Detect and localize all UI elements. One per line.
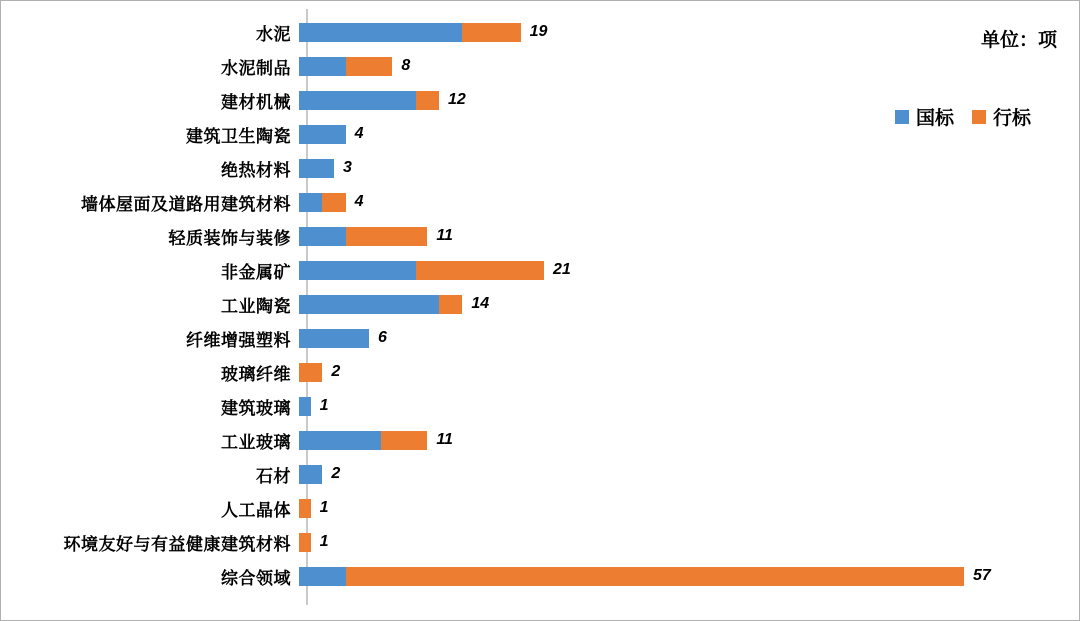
category-label: 人工晶体: [221, 500, 291, 520]
bar-segment-行标[interactable]: [299, 533, 311, 552]
bar-wrapper: [299, 355, 1080, 389]
category-label: 轻质装饰与装修: [168, 228, 291, 248]
bar-wrapper: [299, 423, 1080, 457]
bar-row: [1, 151, 1080, 185]
bar-segment-国标[interactable]: [299, 57, 346, 76]
bar-segment-行标[interactable]: [416, 261, 544, 280]
bar-row: [1, 389, 1080, 423]
bar-segment-行标[interactable]: [346, 227, 428, 246]
bar-segment-行标[interactable]: [322, 193, 345, 212]
bar-segment-国标[interactable]: [299, 431, 381, 450]
bar-row: [1, 355, 1080, 389]
bar-wrapper: [299, 117, 1080, 151]
bar-total-label: 1: [319, 397, 329, 414]
bar-row: [1, 559, 1080, 593]
bar-wrapper: [299, 219, 1080, 253]
bar-segment-国标[interactable]: [299, 465, 322, 484]
category-label: 非金属矿: [221, 262, 291, 282]
bar-segment-行标[interactable]: [439, 295, 462, 314]
bar-segment-国标[interactable]: [299, 91, 416, 110]
category-label: 石材: [256, 466, 291, 486]
bar-total-label: 3: [343, 159, 352, 176]
bar-row: [1, 15, 1080, 49]
bar-row: [1, 525, 1080, 559]
bar-total-label: 14: [471, 295, 490, 312]
bar-total-label: 4: [354, 125, 364, 142]
bar-row: [1, 117, 1080, 151]
bar-wrapper: [299, 15, 1080, 49]
bar-row: [1, 185, 1080, 219]
bar-wrapper: [299, 151, 1080, 185]
bar-row: [1, 287, 1080, 321]
bar-row: [1, 423, 1080, 457]
bar-segment-行标[interactable]: [416, 91, 439, 110]
bar-row: [1, 83, 1080, 117]
bar-wrapper: [299, 491, 1080, 525]
bar-segment-行标[interactable]: [346, 567, 964, 586]
bar-total-label: 2: [331, 465, 341, 482]
bar-wrapper: [299, 287, 1080, 321]
bar-row: [1, 491, 1080, 525]
bar-segment-国标[interactable]: [299, 159, 334, 178]
bar-segment-国标[interactable]: [299, 227, 346, 246]
category-label: 水泥: [256, 24, 291, 44]
category-label: 绝热材料: [221, 160, 291, 180]
bar-wrapper: [299, 83, 1080, 117]
bar-total-label: 19: [529, 23, 548, 40]
category-label: 玻璃纤维: [221, 364, 291, 384]
bar-wrapper: [299, 559, 1080, 593]
bar-segment-行标[interactable]: [462, 23, 520, 42]
bar-segment-国标[interactable]: [299, 23, 462, 42]
bar-total-label: 8: [401, 57, 411, 74]
bar-segment-国标[interactable]: [299, 261, 416, 280]
legend-label: 行标: [992, 108, 1031, 129]
bar-total-label: 1: [319, 499, 329, 516]
bar-wrapper: [299, 457, 1080, 491]
bar-segment-行标[interactable]: [346, 57, 393, 76]
category-label: 纤维增强塑料: [186, 330, 291, 350]
bar-wrapper: [299, 525, 1080, 559]
bar-total-label: 4: [354, 193, 364, 210]
bar-segment-国标[interactable]: [299, 193, 322, 212]
bar-segment-行标[interactable]: [299, 499, 311, 518]
category-label: 墙体屋面及道路用建筑材料: [81, 194, 291, 214]
bar-wrapper: [299, 185, 1080, 219]
bar-total-label: 11: [436, 227, 453, 244]
bar-segment-国标[interactable]: [299, 295, 439, 314]
bar-total-label: 1: [319, 533, 329, 550]
bar-row: [1, 321, 1080, 355]
category-label: 综合领域: [221, 568, 291, 588]
bar-row: [1, 49, 1080, 83]
bar-total-label: 6: [378, 329, 387, 346]
category-label: 水泥制品: [221, 58, 291, 78]
bar-row: [1, 253, 1080, 287]
bar-row: [1, 457, 1080, 491]
category-label: 建筑卫生陶瓷: [186, 126, 291, 146]
legend-label: 国标: [915, 108, 954, 129]
bar-segment-行标[interactable]: [299, 363, 322, 382]
bar-total-label: 2: [331, 363, 341, 380]
category-label: 建材机械: [221, 92, 291, 112]
bar-rows: [1, 15, 1080, 593]
bar-wrapper: [299, 389, 1080, 423]
bar-wrapper: [299, 49, 1080, 83]
bar-segment-国标[interactable]: [299, 125, 346, 144]
bar-row: [1, 219, 1080, 253]
bar-total-label: 21: [552, 261, 571, 278]
category-label: 环境友好与有益健康建筑材料: [63, 534, 291, 554]
bar-total-label: 57: [972, 567, 991, 584]
bar-segment-国标[interactable]: [299, 329, 369, 348]
bar-segment-国标[interactable]: [299, 397, 311, 416]
category-label: 工业陶瓷: [221, 296, 291, 316]
bar-total-label: 11: [436, 431, 453, 448]
bar-segment-国标[interactable]: [299, 567, 346, 586]
bar-total-label: 12: [447, 91, 466, 108]
category-label: 工业玻璃: [221, 432, 291, 452]
bar-wrapper: [299, 321, 1080, 355]
unit-note: 单位：项: [980, 30, 1057, 51]
bar-wrapper: [299, 253, 1080, 287]
category-label: 建筑玻璃: [221, 398, 291, 418]
bar-segment-行标[interactable]: [381, 431, 428, 450]
